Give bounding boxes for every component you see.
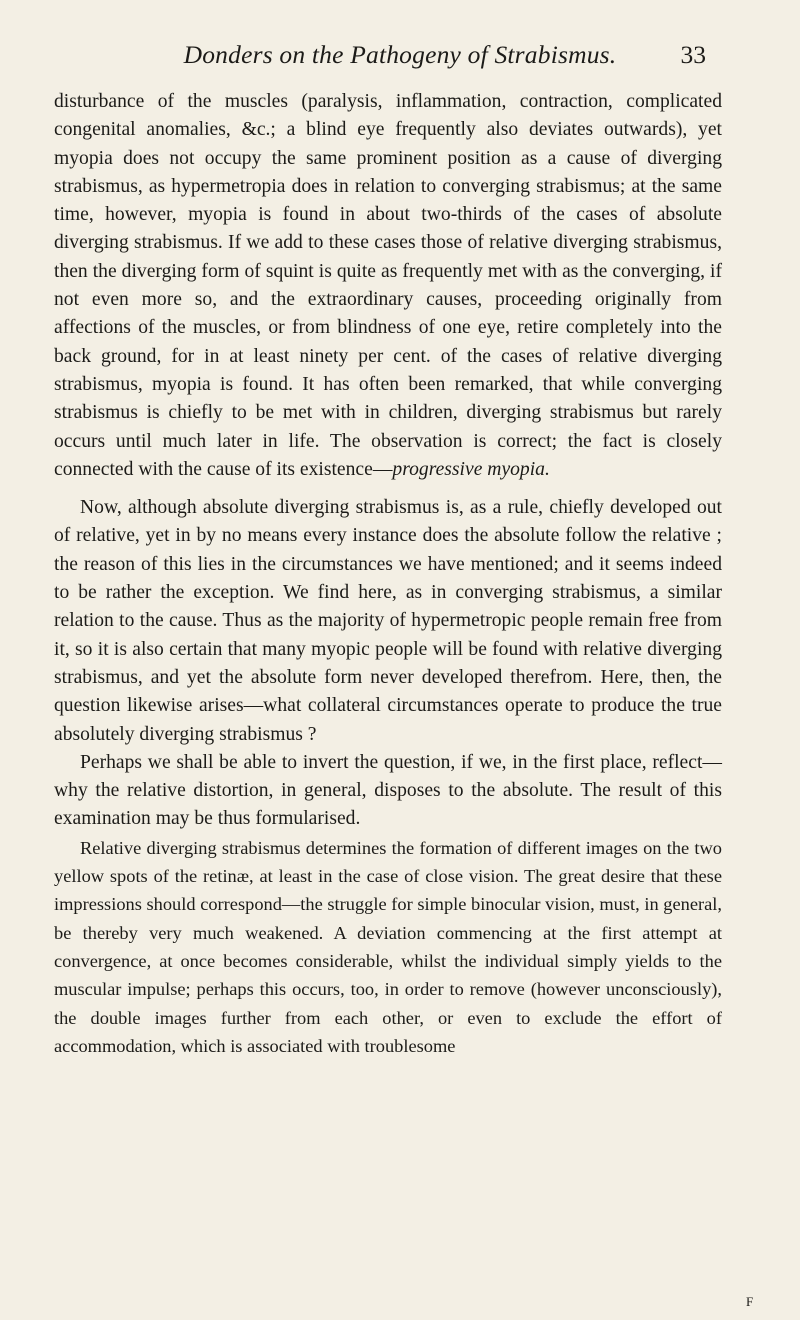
body-text [54, 88, 722, 1060]
emphasis-text: progressive myopia. [392, 458, 550, 480]
page-header [0, 40, 800, 80]
paragraph: Now, although absolute diverging strabismus is, as a rule, chiefly developed out of relative, yet in by no means every instance does the absolute follow the relative ; the reason of this lies in the circumstances we have mentioned; and it seems indeed to be rather the exception. We find here, as in converging strabismus, a similar relation to the cause. Thus as the majority of hypermetropic people remain free from it, so it is also certain that many myopic people will be found with relative diverging strabismus, and yet the absolute form never developed therefrom. Here, then, the question likewise arises—what collateral circumstances operate to produce the true absolutely diverging strabismus ? [54, 497, 722, 745]
paragraph: Relative diverging strabismus determines the formation of different images on the two yellow spots of the retinæ, at least in the case of close vision. The great desire that these impressions should correspond—the struggle for simple binocular vision, must, in general, be thereby very much weakened. A deviation commencing at the first attempt at convergence, at once becomes considerable, whilst the individual simply yields to the muscular impulse; perhaps this occurs, too, in order to remove (however unconsciously), the double images further from each other, or even to exclude the effort of accommodation, which is associated with troublesome [54, 837, 722, 1056]
page-number: 33 [680, 40, 706, 69]
paragraph-text: disturbance of the muscles (paralysis, inflammation, contraction, complicated congenital anomalies, &c.; a blind eye frequently also deviates outwards), yet myopia does not occupy the same prominent position as a cause of diverging strabismus, as hypermetropia does in relation to converging strabismus; at the same time, however, myopia is found in about two-thirds of the cases of absolute diverging strabismus. If we add to these cases those of relative diverging strabismus, then the diverging form of squint is quite as frequently met with as the converging, if not even more so, and the extraordinary causes, proceeding originally from affections of the muscles, or from blindness of one eye, retire completely into the back ground, for in at least ninety per cent. of the cases of relative diverging strabismus, myopia is found. It has often been remarked, that while converging strabismus is chiefly to be met with in children, diverging strabismus but rarely occurs until much later in life. The observation is correct; the fact is closely connected with the cause of its existence— [54, 91, 722, 480]
signature-mark: F [746, 1294, 754, 1309]
running-title: Donders on the Pathogeny of Strabismus. [183, 40, 617, 69]
paragraph-continued [54, 88, 722, 484]
paragraph: Perhaps we shall be able to invert the question, if we, in the first place, reflect—why the relative distortion, in general, disposes to the absolute. The result of this examination may be thus formularised. [54, 751, 722, 830]
